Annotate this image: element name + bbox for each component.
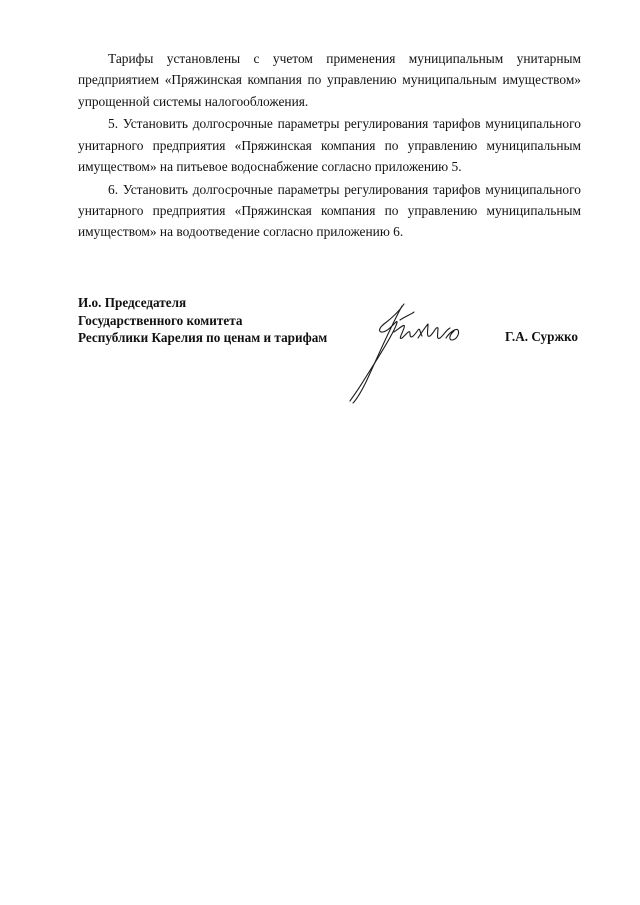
- position-line-3: Республики Карелия по ценам и тарифам: [78, 330, 328, 345]
- document-body: [78, 48, 581, 244]
- paragraph-tariffs-note: Тарифы установлены с учетом применения муниципальным унитарным предприятием «Пряжинская компания по управлению муниципальным имуществом» упрощенной системы налогообложения.: [78, 51, 581, 109]
- paragraph-item-5: 5. Установить долгосрочные параметры регулирования тарифов муниципального унитарного предприятия «Пряжинская компания по управлению муниципальным имуществом» на питьевое водоснабжение согласно приложению 5.: [78, 116, 581, 174]
- position-line-2: Государственного комитета: [78, 312, 243, 328]
- signatory-name: Г.А. Суржко: [505, 329, 579, 344]
- handwritten-signature: [340, 298, 470, 408]
- position-line-1: И.о. Председателя: [78, 295, 187, 310]
- paragraph-item-6: 6. Установить долгосрочные параметры регулирования тарифов муниципального унитарного предприятия «Пряжинская компания по управлению муниципальным имуществом» на водоотведение согласно приложению 6.: [78, 181, 581, 240]
